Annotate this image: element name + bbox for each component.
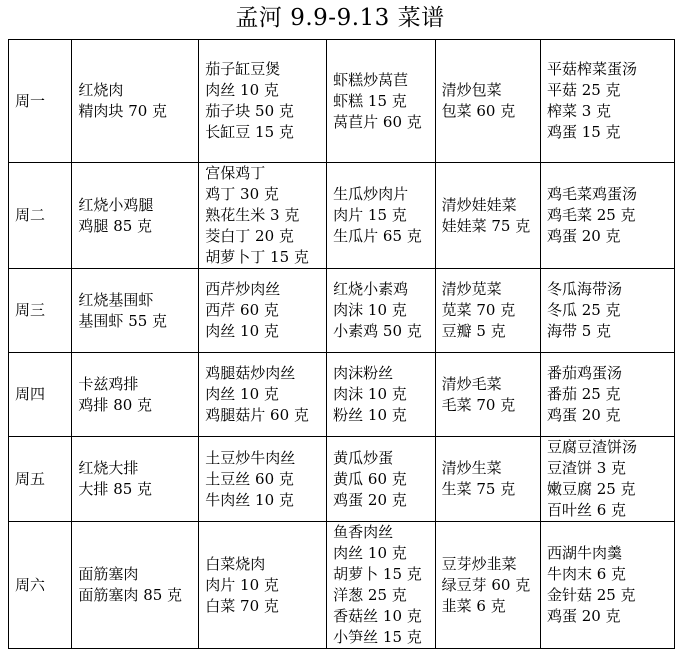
ingredient-line: 百叶丝 6 克 (546, 501, 627, 519)
dish-name: 茄子缸豆煲 (205, 60, 281, 78)
ingredient-line: 鸡毛菜 25 克 (546, 206, 636, 224)
menu-table-body (9, 40, 675, 649)
dish-cell (540, 437, 674, 522)
dish-cell (435, 522, 540, 649)
ingredient-line: 娃娃菜 75 克 (441, 216, 531, 235)
ingredient-line: 冬瓜 25 克 (546, 301, 621, 319)
dish-cell (327, 437, 435, 522)
dish-name: 清炒毛菜 (441, 374, 502, 393)
dish-name: 土豆炒牛肉丝 (205, 448, 296, 467)
ingredient-line: 胡萝卜丁 15 克 (205, 248, 309, 266)
dish-name: 清炒娃娃菜 (441, 195, 517, 214)
ingredient-line: 海带 5 克 (546, 322, 612, 340)
ingredient-line: 肉丝 10 克 (205, 385, 279, 403)
dish-name: 鱼香肉丝 (333, 523, 394, 541)
ingredient-line: 鸡排 80 克 (78, 395, 153, 414)
ingredient-line: 绿豆芽 60 克 (441, 575, 531, 594)
dish-name: 西芹炒肉丝 (205, 280, 281, 298)
ingredient-line: 牛肉末 6 克 (546, 565, 627, 583)
ingredient-line: 嫩豆腐 25 克 (546, 480, 636, 498)
ingredient-line: 虾糕 15 克 (333, 91, 407, 110)
ingredient-line: 洋葱 25 克 (333, 586, 407, 604)
dish-cell (72, 353, 199, 437)
dish-cell (327, 40, 435, 163)
dish-cell (199, 353, 327, 437)
ingredient-line: 包菜 60 克 (441, 102, 516, 120)
ingredient-line: 肉沫 10 克 (333, 301, 407, 319)
ingredient-line: 胡萝卜 15 克 (333, 565, 422, 583)
dish-cell (72, 40, 199, 163)
dish-cell (540, 522, 674, 649)
ingredient-line: 豆瓣 5 克 (441, 322, 506, 340)
dish-name: 鸡毛菜鸡蛋汤 (546, 185, 637, 203)
dish-cell (199, 522, 327, 649)
day-label: 周六 (9, 522, 72, 649)
ingredient-line: 鸡蛋 20 克 (546, 227, 621, 245)
ingredient-line: 鸡腿菇片 60 克 (205, 406, 309, 424)
dish-cell (435, 163, 540, 269)
ingredient-line: 粉丝 10 克 (333, 406, 407, 424)
dish-name: 卡兹鸡排 (78, 374, 139, 393)
ingredient-line: 精肉块 70 克 (78, 102, 168, 120)
dish-cell (72, 522, 199, 649)
ingredient-line: 茭白丁 20 克 (205, 227, 294, 245)
dish-name: 红烧肉 (78, 81, 124, 99)
ingredient-line: 大排 85 克 (78, 480, 153, 498)
dish-cell (540, 163, 674, 269)
ingredient-line: 苋菜 70 克 (441, 301, 516, 319)
dish-cell (327, 163, 435, 269)
dish-name: 面筋塞肉 (78, 565, 139, 583)
ingredient-line: 黄瓜 60 克 (333, 469, 407, 488)
ingredient-line: 牛肉丝 10 克 (205, 490, 294, 509)
dish-name: 宫保鸡丁 (205, 164, 266, 182)
ingredient-line: 面筋塞肉 85 克 (78, 586, 183, 604)
ingredient-line: 平菇 25 克 (546, 81, 621, 99)
day-label: 周一 (9, 40, 72, 163)
ingredient-line: 肉丝 10 克 (333, 544, 407, 562)
dish-cell (327, 522, 435, 649)
menu-row (9, 40, 675, 163)
day-label: 周三 (9, 269, 72, 353)
ingredient-line: 毛菜 70 克 (441, 395, 516, 414)
dish-name: 生瓜炒肉片 (333, 185, 409, 203)
dish-cell (72, 437, 199, 522)
menu-row (9, 269, 675, 353)
menu-row (9, 163, 675, 269)
ingredient-line: 生瓜片 65 克 (333, 227, 422, 245)
day-label: 周五 (9, 437, 72, 522)
dish-cell (199, 269, 327, 353)
dish-cell (327, 269, 435, 353)
dish-cell (72, 163, 199, 269)
ingredient-line: 番茄 25 克 (546, 385, 621, 403)
dish-cell (435, 269, 540, 353)
ingredient-line: 鸡丁 30 克 (205, 185, 279, 203)
ingredient-line: 土豆丝 60 克 (205, 469, 294, 488)
ingredient-line: 香菇丝 10 克 (333, 607, 422, 625)
ingredient-line: 鸡腿 85 克 (78, 216, 153, 235)
dish-cell (327, 353, 435, 437)
dish-cell (435, 437, 540, 522)
dish-cell (540, 40, 674, 163)
ingredient-line: 熟花生米 3 克 (205, 206, 300, 224)
menu-row (9, 353, 675, 437)
day-label: 周四 (9, 353, 72, 437)
ingredient-line: 肉丝 10 克 (205, 81, 279, 99)
dish-name: 清炒苋菜 (441, 280, 502, 298)
menu-title: 孟河 9.9-9.13 菜谱 (235, 5, 445, 31)
dish-name: 白菜烧肉 (205, 554, 266, 573)
ingredient-line: 榨菜 3 克 (546, 102, 612, 120)
ingredient-line: 小素鸡 50 克 (333, 322, 422, 340)
ingredient-line: 白菜 70 克 (205, 596, 279, 615)
ingredient-line: 豆渣饼 3 克 (546, 459, 627, 477)
dish-name: 鸡腿菇炒肉丝 (205, 364, 296, 382)
menu-row (9, 437, 675, 522)
ingredient-line: 鸡蛋 20 克 (546, 607, 621, 625)
dish-cell (199, 437, 327, 522)
dish-name: 豆芽炒韭菜 (441, 554, 517, 573)
ingredient-line: 鸡蛋 20 克 (333, 490, 407, 509)
ingredient-line: 韭菜 6 克 (441, 596, 506, 615)
ingredient-line: 肉片 10 克 (205, 575, 279, 594)
dish-cell (199, 163, 327, 269)
dish-cell (540, 353, 674, 437)
dish-name: 虾糕炒莴苣 (333, 70, 409, 89)
dish-name: 红烧基围虾 (78, 290, 154, 309)
ingredient-line: 莴苣片 60 克 (333, 112, 422, 131)
dish-name: 红烧小鸡腿 (78, 195, 154, 214)
dish-name: 红烧小素鸡 (333, 280, 409, 298)
dish-cell (199, 40, 327, 163)
dish-name: 肉沫粉丝 (333, 364, 394, 382)
ingredient-line: 肉片 15 克 (333, 206, 407, 224)
ingredient-line: 肉丝 10 克 (205, 322, 279, 340)
ingredient-line: 鸡蛋 15 克 (546, 123, 621, 141)
dish-name: 冬瓜海带汤 (546, 280, 622, 298)
dish-name: 豆腐豆渣饼汤 (546, 438, 637, 456)
dish-name: 番茄鸡蛋汤 (546, 364, 622, 382)
dish-name: 清炒生菜 (441, 459, 502, 477)
dish-name: 清炒包菜 (441, 81, 502, 99)
ingredient-line: 小笋丝 15 克 (333, 628, 422, 646)
dish-name: 平菇榨菜蛋汤 (546, 60, 637, 78)
day-label: 周二 (9, 163, 72, 269)
ingredient-line: 鸡蛋 20 克 (546, 406, 621, 424)
dish-name: 红烧大排 (78, 459, 139, 477)
ingredient-line: 西芹 60 克 (205, 301, 279, 319)
ingredient-line: 长缸豆 15 克 (205, 123, 294, 141)
ingredient-line: 生菜 75 克 (441, 480, 516, 498)
ingredient-line: 茄子块 50 克 (205, 102, 294, 120)
dish-cell (540, 269, 674, 353)
dish-cell (435, 40, 540, 163)
weekly-menu-table (8, 39, 675, 649)
ingredient-line: 肉沫 10 克 (333, 385, 407, 403)
dish-name: 黄瓜炒蛋 (333, 448, 394, 467)
ingredient-line: 金针菇 25 克 (546, 586, 636, 604)
menu-row (9, 522, 675, 649)
dish-cell (72, 269, 199, 353)
dish-cell (435, 353, 540, 437)
dish-name: 西湖牛肉羹 (546, 544, 622, 562)
ingredient-line: 基围虾 55 克 (78, 311, 168, 330)
